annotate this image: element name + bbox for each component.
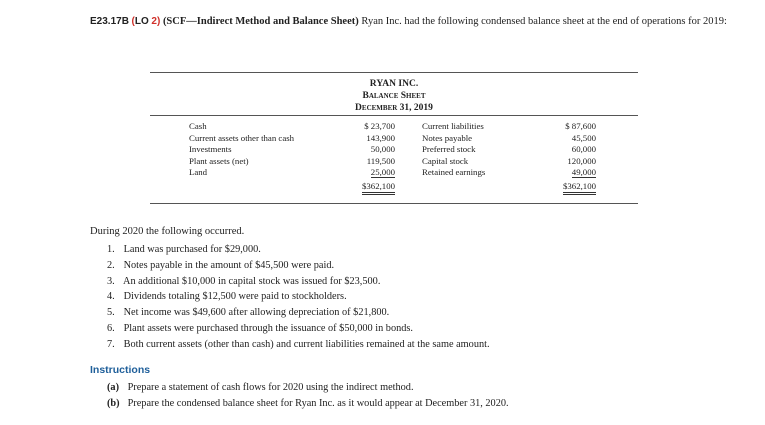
asset-label: Cash [189,121,207,131]
list-item [107,242,490,258]
liability-label: Capital stock [422,155,469,166]
assets-total: $362,100 [362,181,395,196]
item-text: Net income was $49,600 after allowing depreciation of $21,800. [123,307,390,319]
instructions-list [107,380,509,412]
exercise-topic: (SCF—Indirect Method and Balance Sheet) [162,16,359,27]
balance-sheet [150,72,638,204]
asset-label: Plant assets (net) [189,155,249,166]
item-number: 6. [107,322,115,334]
item-number: 2. [107,259,115,271]
liability-labels [422,121,562,179]
exercise-header [90,15,730,28]
item-number: 4. [107,291,115,303]
list-item [107,305,490,321]
exercise-number: E23.17B [90,16,129,27]
asset-amount: 50,000 [370,144,395,154]
item-text: Land was purchased for $29,000. [123,244,261,255]
list-item [107,289,490,305]
lo-close: ) [156,16,161,27]
asset-label: Investments [189,144,232,154]
liability-amount: 60,000 [571,144,596,154]
company-name: RYAN INC. [369,79,419,89]
liability-amount: 45,500 [571,132,596,143]
events-list [107,242,490,353]
asset-label: Current assets other than cash [189,132,295,143]
statement-title: Balance Sheet [362,91,426,101]
liability-label: Retained earnings [422,167,486,177]
asset-amount: 143,900 [366,132,395,143]
exercise-text: Ryan Inc. had the following condensed balance sheet at the end of operations for 2019: [361,16,727,27]
asset-labels [189,121,329,179]
item-text: Notes payable in the amount of $45,500 were paid. [123,259,335,271]
liability-amount: 120,000 [567,155,596,166]
liability-label: Current liabilities [422,121,484,131]
item-number: 7. [107,338,115,350]
instruction-item [107,396,509,412]
liability-amounts [552,121,596,195]
item-text: Dividends totaling $12,500 were paid to stockholders. [123,291,347,303]
asset-amount: 119,500 [366,155,395,166]
liability-label: Preferred stock [422,144,476,154]
asset-amount: $ 23,700 [364,121,395,131]
lo-number: 2 [151,16,157,27]
item-text: Both current assets (other than cash) and current liabilities remained at the same amount. [123,338,490,350]
list-item [107,321,490,337]
liability-amount: 49,000 [571,167,596,177]
item-text: An additional $10,000 in capital stock was issued for $23,500. [123,275,381,287]
liability-label: Notes payable [422,132,473,143]
during-intro: During 2020 the following occurred. [90,226,245,237]
asset-amount: 25,000 [370,167,395,177]
item-number: 3. [107,275,115,287]
item-text: Plant assets were purchased through the issuance of $50,000 in bonds. [123,322,413,334]
item-number: 5. [107,307,115,319]
instruction-text: Prepare the condensed balance sheet for Ryan Inc. as it would appear at December 31, 2020. [127,397,509,409]
asset-label: Land [189,167,208,177]
heading-divider [150,115,638,116]
instruction-label: (b) [107,397,120,409]
statement-date: December 31, 2019 [355,103,433,113]
liability-amount: $ 87,600 [565,121,596,131]
balance-sheet-heading [150,78,638,114]
lo-open: ( [131,16,135,27]
instruction-text: Prepare a statement of cash flows for 2020 using the indirect method. [127,382,414,393]
list-item [107,274,490,290]
instructions-heading: Instructions [90,364,151,376]
item-number: 1. [107,244,115,255]
asset-amounts [351,121,395,195]
instruction-item [107,380,509,396]
list-item [107,258,490,274]
liabilities-equity-total: $362,100 [563,181,596,196]
instruction-label: (a) [107,382,120,393]
list-item [107,337,490,353]
lo-prefix: LO [134,16,149,27]
